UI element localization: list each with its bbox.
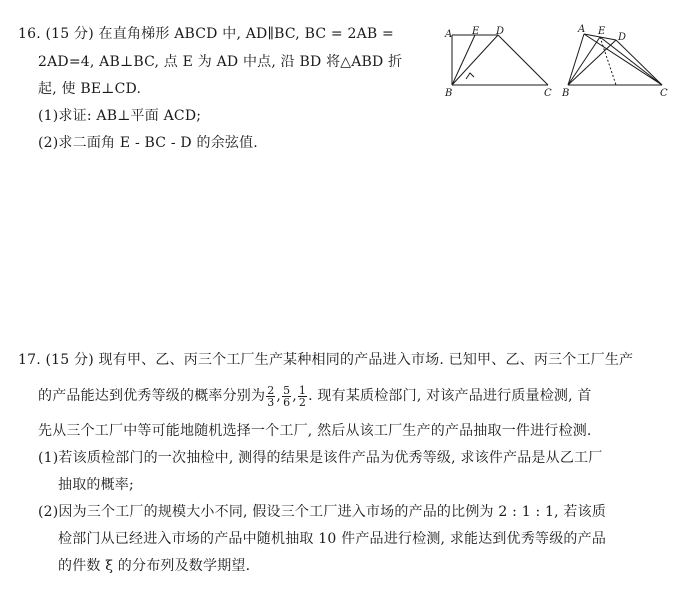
p17-line-7: 检部门从已经进入市场的产品中随机抽取 10 件产品进行检测, 求能达到优秀等级的产品 <box>58 531 607 547</box>
p17-line-4: (1)若该质检部门的一次抽检中, 测得的结果是该件产品为优秀等级, 求该件产品是从乙工厂 <box>38 450 603 466</box>
fig1-label-c: C <box>544 88 552 99</box>
fig1-label-d: D <box>496 26 505 37</box>
p17-line-2 <box>38 382 592 410</box>
fig1-label-e: E <box>472 26 480 37</box>
fraction-2-den: 6 <box>283 395 291 409</box>
p17-line-2-pre: 的产品能达到优秀等级的概率分别为 <box>38 388 266 404</box>
p16-line-1: 16. (15 分) 在直角梯形 ABCD 中, AD∥BC, BC = 2AB = <box>18 26 394 42</box>
p17-line-1: 17. (15 分) 现有甲、乙、丙三个工厂生产某种相同的产品进入市场. 已知甲、乙、丙三个工厂生产 <box>18 352 634 368</box>
fraction-2 <box>282 385 291 408</box>
fig2-label-e: E <box>598 26 606 37</box>
p17-line-2-post: . 现有某质检部门, 对该产品进行质量检测, 首 <box>308 388 592 404</box>
folded-figure <box>560 22 680 104</box>
p17-line-6: (2)因为三个工厂的规模大小不同, 假设三个工厂进入市场的产品的比例为 2 : 1 : 1, 若该质 <box>38 504 607 520</box>
p16-line-2: 2AD=4, AB⊥BC, 点 E 为 AD 中点, 沿 BD 将△ABD 折 <box>38 54 403 70</box>
fig2-label-c: C <box>660 88 668 99</box>
p17-line-3: 先从三个工厂中等可能地随机选择一个工厂, 然后从该工厂生产的产品抽取一件进行检测. <box>38 423 592 439</box>
fraction-3 <box>298 385 307 408</box>
fig2-label-b: B <box>562 88 570 99</box>
sep-2: , <box>292 388 297 404</box>
p16-line-4: (1)求证: AB⊥平面 ACD; <box>38 108 202 124</box>
fig2-label-d: D <box>618 32 627 43</box>
trapezoid-figure <box>440 25 565 104</box>
fig1-label-a: A <box>445 29 453 40</box>
fraction-3-num: 1 <box>298 383 307 397</box>
fig1-label-b: B <box>445 88 453 99</box>
p16-line-5: (2)求二面角 E - BC - D 的余弦值. <box>38 135 258 151</box>
fraction-1-den: 3 <box>267 395 275 409</box>
p16-line-3: 起, 使 BE⊥CD. <box>38 81 142 97</box>
sep-1: , <box>276 388 282 404</box>
fraction-1-num: 2 <box>267 383 275 397</box>
fraction-3-den: 2 <box>298 395 307 409</box>
p17-line-5: 抽取的概率; <box>58 477 134 493</box>
fraction-1 <box>266 385 275 408</box>
fig2-label-a: A <box>578 24 586 35</box>
p17-line-8: 的件数 ξ 的分布列及数学期望. <box>58 558 251 574</box>
fraction-2-num: 5 <box>283 383 291 397</box>
